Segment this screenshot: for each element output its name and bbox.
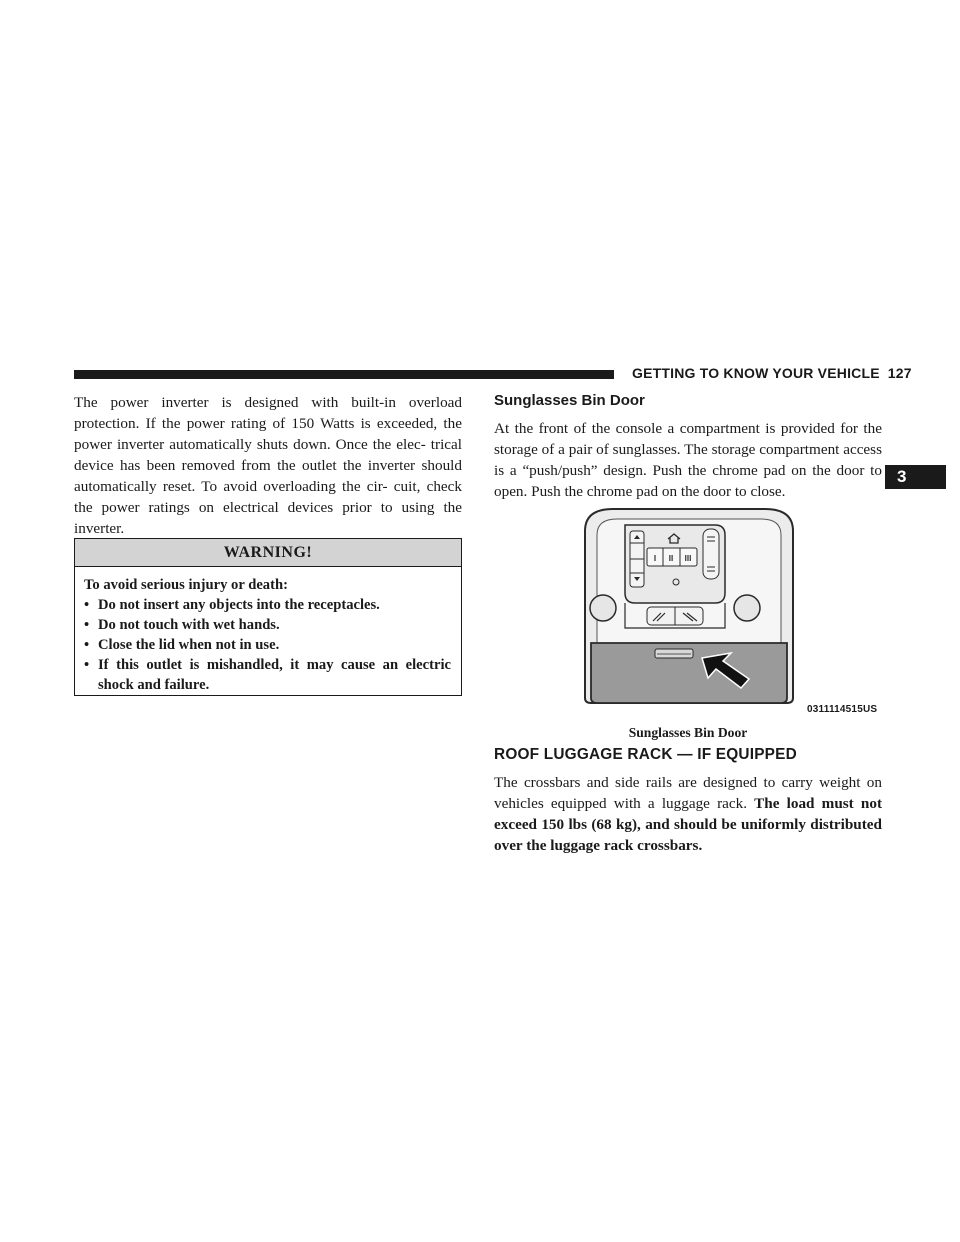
warning-title: WARNING! [75, 539, 461, 567]
figure-code: 0311114515US [807, 704, 878, 715]
warning-box [74, 538, 462, 696]
bullet-icon: • [84, 597, 90, 613]
page-number: 127 [887, 365, 912, 381]
warning-list [84, 595, 451, 695]
homelink-label: II [668, 554, 674, 563]
sunglasses-bin-illustration [565, 503, 895, 718]
figure-caption: Sunglasses Bin Door [628, 725, 748, 740]
warning-intro: To avoid serious injury or death: [84, 577, 288, 593]
chapter-tab: 3 [885, 465, 946, 489]
running-header [632, 365, 912, 381]
roof-rack-load-warning: The load must not exceed 150 lbs (68 kg), and should be uniformly distributed over the luggage rack crossbars. [494, 795, 882, 854]
warning-item: • Close the lid when not in use. [84, 637, 280, 653]
bullet-icon: • [84, 617, 90, 633]
warning-item: • Do not touch with wet hands. [84, 617, 280, 633]
warning-item: • If this outlet is mishandled, it may cause an electric shock and failure. [84, 657, 451, 693]
homelink-label: I [653, 554, 657, 563]
left-column [74, 392, 462, 539]
section-title: GETTING TO KNOW YOUR VEHICLE [632, 365, 880, 381]
bullet-icon: • [84, 637, 90, 653]
inverter-paragraph: The power inverter is designed with built-in overload protection. If the power rating of 150 Watts is exceeded, the power inverter automatically shuts down. Once the elec- trical device has been removed from the outlet the inverter should automatically reset. To avoid overloading the cir- cuit, check the power ratings on electrical devices prior to using the inverter. [74, 394, 462, 537]
homelink-label: III [684, 554, 692, 563]
roof-rack-paragraph: The crossbars and side rails are designed to carry weight on vehicles equipped with a luggage rack. The load must not exceed 150 lbs (68 kg), and should be uniformly distributed over the luggage rack crossbars. [494, 774, 882, 854]
sunglasses-heading: Sunglasses Bin Door [494, 392, 645, 409]
warning-item: • Do not insert any objects into the receptacles. [84, 597, 380, 613]
bullet-icon: • [84, 657, 90, 673]
sunglasses-paragraph: At the front of the console a compartment is provided for the storage of a pair of sunglasses. The storage compartment access is a “push/push” design. Push the chrome pad on the door to open. Push the chrome pad on the door to close. [494, 420, 882, 500]
roof-rack-heading: ROOF LUGGAGE RACK — IF EQUIPPED [494, 746, 797, 763]
right-column [494, 392, 882, 502]
header-rule [74, 370, 614, 379]
roof-rack-text [494, 772, 882, 856]
